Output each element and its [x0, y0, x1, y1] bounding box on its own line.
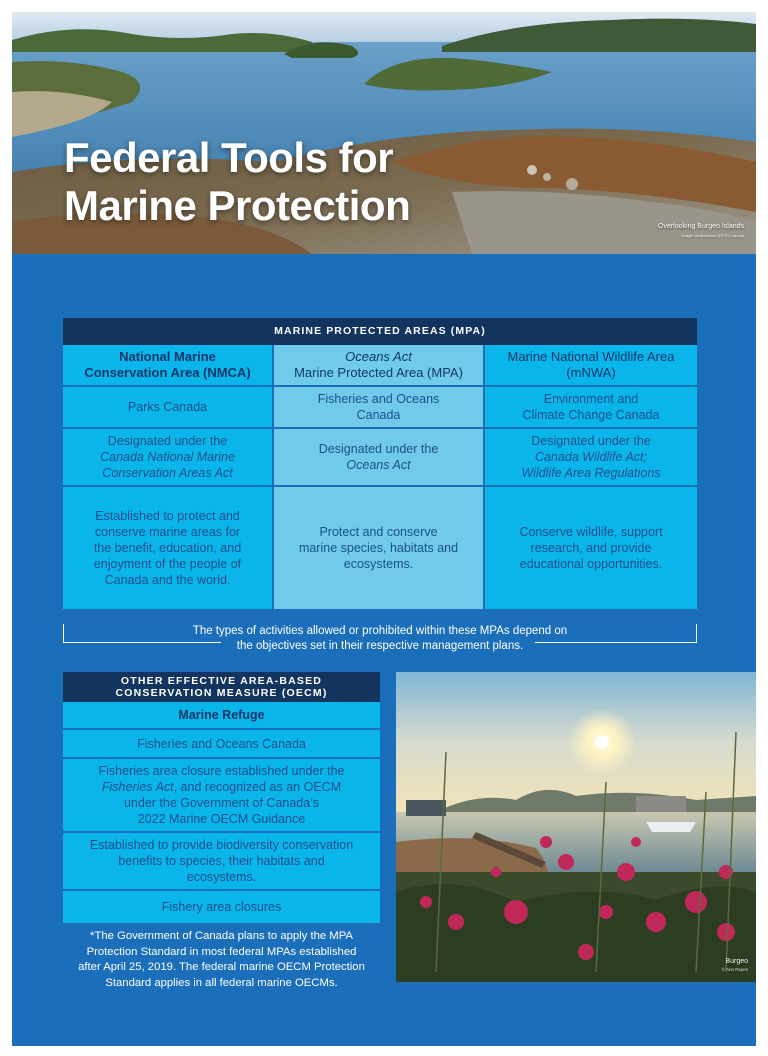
mpa-note-line-2: the objectives set in their respective management plans. — [236, 640, 524, 652]
mnwa-purpose-line-3: educational opportunities. — [519, 557, 663, 571]
oceans-act-agency-line-1: Fisheries and Oceans — [317, 392, 440, 406]
mnwa-designation-line-2: Canada Wildlife Act; — [535, 450, 647, 464]
mnwa-title-cell — [485, 345, 697, 387]
nmca-designation-line-1: Designated under the — [107, 434, 228, 448]
page-title-line-1: Federal Tools for — [64, 134, 394, 181]
nmca-purpose-cell — [63, 487, 274, 611]
oecm-designation-line-4: 2022 Marine OECM Guidance — [137, 812, 306, 826]
footnote — [63, 929, 380, 991]
footnote-line-3: after April 25, 2019. The federal marine OECM Protection — [78, 961, 365, 973]
mnwa-designation-line-3: Wildlife Area Regulations — [521, 466, 661, 480]
mnwa-purpose-line-1: Conserve wildlife, support — [519, 525, 663, 539]
burgeo-caption-credit: © Ann Reyes — [721, 967, 748, 972]
oecm-agency: Fisheries and Oceans Canada — [137, 736, 306, 751]
nmca-purpose-line-1: Established to protect and — [95, 509, 240, 523]
nmca-purpose-line-5: Canada and the world. — [104, 573, 231, 587]
nmca-designation-cell — [63, 429, 274, 487]
oceans-act-title-line-1: Oceans Act — [345, 349, 412, 364]
oecm-name-row — [63, 702, 380, 730]
mnwa-agency-cell — [485, 387, 697, 429]
nmca-purpose-line-2: conserve marine areas for — [94, 525, 241, 539]
oecm-designation-line-1: Fisheries area closure established under the — [98, 764, 345, 778]
hero-banner — [12, 12, 756, 254]
mnwa-purpose-cell — [485, 487, 697, 611]
nmca-agency-cell — [63, 387, 274, 429]
mnwa-designation-cell — [485, 429, 697, 487]
oecm-name: Marine Refuge — [178, 708, 265, 722]
page-title — [64, 134, 410, 230]
burgeo-photo — [396, 672, 756, 982]
oecm-table-header — [63, 672, 380, 702]
oecm-purpose-line-3: ecosystems. — [186, 870, 257, 884]
oceans-act-purpose-line-1: Protect and conserve — [319, 525, 438, 539]
mpa-table — [63, 318, 697, 611]
oecm-designation-act: Fisheries Act — [101, 780, 174, 794]
hero-photo-caption — [658, 222, 744, 240]
nmca-title-cell — [63, 345, 274, 387]
oecm-table — [63, 672, 380, 923]
oceans-act-title-line-2: Marine Protected Area (MPA) — [294, 365, 463, 380]
oecm-designation-line-2-rest: , and recognized as an OECM — [173, 780, 342, 794]
oceans-act-designation-line-1: Designated under the — [318, 442, 439, 456]
oceans-act-purpose-line-3: ecosystems. — [343, 557, 414, 571]
oecm-designation-line-3: under the Government of Canada’s — [123, 796, 320, 810]
mpa-table-header: MARINE PROTECTED AREAS (MPA) — [63, 318, 697, 345]
burgeo-caption-text: Burgeo — [725, 958, 748, 965]
hero-caption-credit: Image credit/source (DFO) Canada — [681, 233, 744, 238]
nmca-agency-line-1: Parks Canada — [127, 400, 208, 414]
oecm-purpose-line-1: Established to provide biodiversity conservation — [89, 838, 354, 852]
oecm-purpose-row — [63, 833, 380, 891]
oceans-act-purpose-cell — [274, 487, 485, 611]
mnwa-title-line-1: Marine National Wildlife Area — [507, 349, 675, 364]
mpa-table-grid — [63, 345, 697, 611]
mpa-management-note — [63, 624, 697, 664]
oceans-act-designation-cell — [274, 429, 485, 487]
footnote-line-4: Standard applies in all federal marine OECMs. — [105, 976, 338, 989]
footnote-line-2: Protection Standard in most federal MPAs established — [86, 945, 357, 958]
mnwa-agency-line-1: Environment and — [543, 392, 639, 406]
nmca-title-line-1: National Marine — [119, 349, 216, 364]
mnwa-agency-line-2: Climate Change Canada — [522, 408, 660, 422]
nmca-title-line-2: Conservation Area (NMCA) — [84, 365, 251, 380]
oceans-act-mpa-title-cell — [274, 345, 485, 387]
mnwa-designation-line-1: Designated under the — [531, 434, 651, 448]
nmca-designation-line-3: Conservation Areas Act — [102, 466, 233, 480]
oecm-tool-row — [63, 891, 380, 923]
oceans-act-agency-line-2: Canada — [356, 408, 401, 422]
oecm-header-line-1: OTHER EFFECTIVE AREA-BASED — [120, 675, 323, 687]
mnwa-purpose-line-2: research, and provide — [530, 541, 652, 555]
mpa-note-text — [63, 624, 697, 654]
nmca-purpose-line-3: the benefit, education, and — [93, 541, 242, 555]
oceans-act-agency-cell — [274, 387, 485, 429]
burgeo-sunset-photo — [396, 672, 756, 982]
oecm-purpose-line-2: benefits to species, their habitats and — [118, 854, 325, 868]
oecm-header-line-2: CONSERVATION MEASURE (OECM) — [115, 687, 328, 699]
mpa-note-line-1: The types of activities allowed or prohibited within these MPAs depend on — [192, 625, 568, 637]
oecm-designation-row — [63, 759, 380, 833]
nmca-designation-line-2: Canada National Marine — [100, 450, 235, 464]
footnote-line-1: *The Government of Canada plans to apply the MPA — [90, 930, 353, 942]
oecm-agency-row — [63, 730, 380, 759]
mnwa-title-line-2: (mNWA) — [566, 365, 616, 380]
oceans-act-purpose-line-2: marine species, habitats and — [298, 541, 459, 555]
page-title-line-2: Marine Protection — [64, 182, 411, 229]
page — [12, 12, 756, 1046]
oecm-tool: Fishery area closures — [161, 900, 282, 914]
oceans-act-designation-line-2: Oceans Act — [346, 458, 411, 472]
nmca-purpose-line-4: enjoyment of the people of — [93, 557, 242, 571]
hero-caption-text: Overlooking Burgeo Islands — [658, 223, 744, 230]
burgeo-photo-caption — [722, 958, 748, 974]
